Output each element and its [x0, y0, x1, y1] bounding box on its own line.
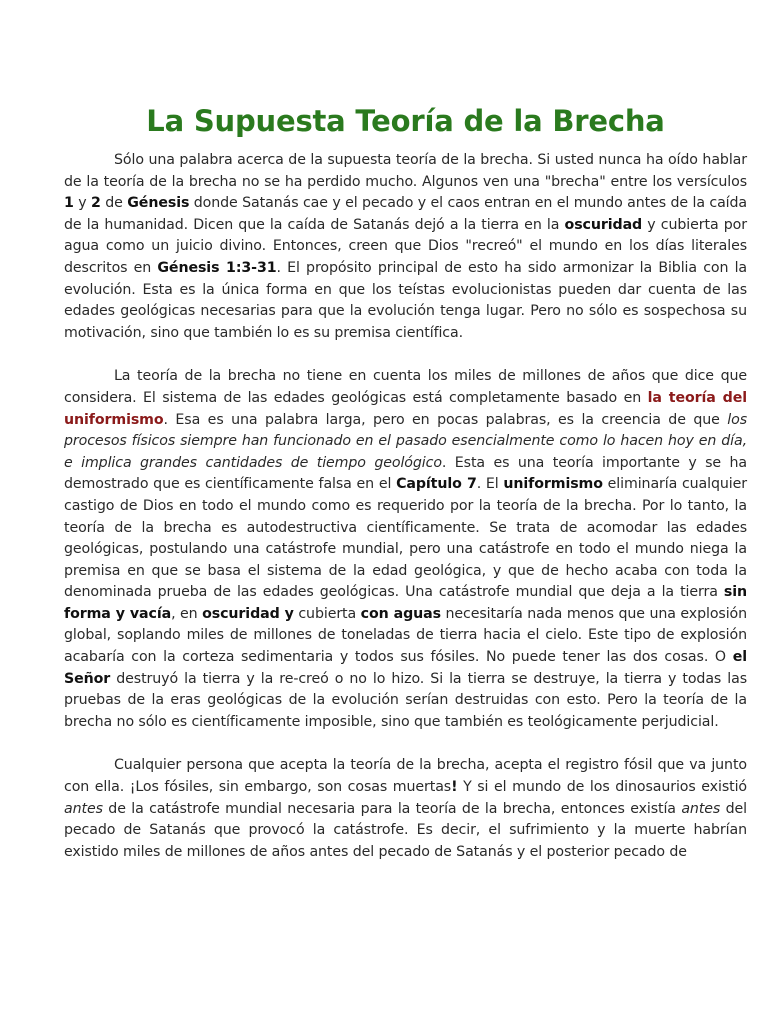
- page-title: La Supuesta Teoría de la Brecha: [146, 104, 665, 138]
- uniformismo-link-text: la teoría del uniformismo: [64, 389, 748, 428]
- paragraph-1: Sólo una palabra acerca de la supuesta teoría de la brecha. Si usted nunca ha oído hablar de la teoría de la brecha no se ha perdido mucho. Algunos ven una "brecha" entre los versículos 1 y 2 de Génesis donde Satanás cae y el pecado y el caos entran en el mundo antes de la caída de la humanidad. Dicen que la caída de Satanás dejó a la tierra en la oscuridad y cubierta por agua como un juicio divino. Entonces, creen que Dios "recreó" el mundo en los días literales descritos en Génesis 1:3-31. El propósito principal de esto ha sido armonizar la Biblia con la evolución. Esta es la única forma en que los teístas evolucionistas pueden dar cuenta de las edades geológicas necesarias para que la evolución tenga lugar. Pero no sólo es sospechosa su motivación, sino que también lo es su premisa científica.: [64, 152, 748, 341]
- paragraph-3: Cualquier persona que acepta la teoría de la brecha, acepta el registro fósil que va junto con ella. ¡Los fósiles, sin embargo, son cosas muertas! Y si el mundo de los dinosaurios existió antes de la catástrofe mundial necesaria para la teoría de la brecha, entonces existía antes del pecado de Satanás que provocó la catástrofe. Es decir, el sufrimiento y la muerte habrían existido miles de millones de años antes del pecado de Satanás y el posterior pecado de: [64, 757, 747, 860]
- paragraph-2: La teoría de la brecha no tiene en cuenta los miles de millones de años que dice que considera. El sistema de las edades geológicas está completamente basado en la teoría del uniformismo. Esa es una palabra larga, pero en pocas palabras, es la creencia de que los procesos físicos siempre han funcionado en el pasado esencialmente como lo hacen hoy en día, e implica grandes cantidades de tiempo geológico. Esta es una teoría importante y se ha demostrado que es científicamente falsa en el Capítulo 7. El uniformismo eliminaría cualquier castigo de Dios en todo el mundo como es requerido por la teoría de la brecha. Por lo tanto, la teoría de la brecha es autodestructiva científicamente. Se trata de acomodar las edades geológicas, postulando una catástrofe mundial, pero una catástrofe en todo el mundo niega la premisa en que se basa el sistema de la edad geológica, y que de hecho acaba con toda la denominada prueba de las edades geológicas. Una catástrofe mundial que deja a la tierra sin forma y vacía, en oscuridad y cubierta con aguas necesitaría nada menos que una explosión global, soplando miles de millones de toneladas de tierra hacia el cielo. Este tipo de explosión acabaría con la corteza sedimentaria y todos sus fósiles. No puede tener las dos cosas. O el Señor destruyó la tierra y la re-creó o no lo hizo. Si la tierra se destruye, la tierra y todas las pruebas de la eras geológicas de la evolución serían destruidas con esto. Pero la teoría de la brecha no sólo es científicamente imposible, sino que también es teológicamente perjudicial.: [64, 368, 748, 730]
